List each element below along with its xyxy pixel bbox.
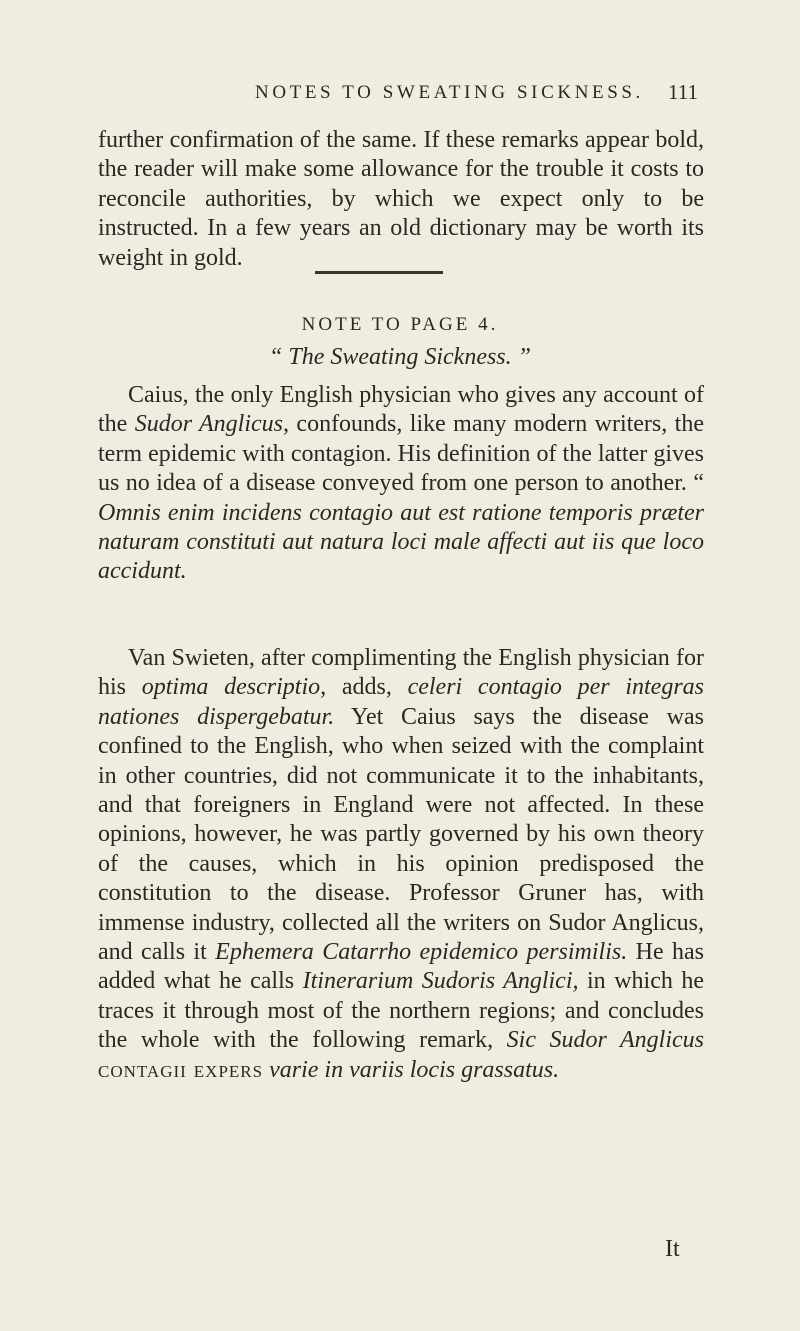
paragraph-continued [98, 126, 704, 273]
text-run: confounds, like many modern writers, the term epidemic with contagion. His definition of the latter gives us no idea of a disease conveyed from one person to another. “ [98, 411, 704, 497]
note-subtitle-text: “ The Sweating Sickness. ” [269, 344, 531, 370]
latin-quotation: Omnis enim incidens contagio aut est ratione temporis præter naturam constituti aut natura loci male affecti aut iis que loco accidunt. [98, 499, 704, 585]
text-run: Caius, the only English physician who gives any account of the [98, 382, 704, 438]
small-caps-run: contagii expers [98, 1056, 264, 1083]
paragraph-van-swieten [98, 644, 704, 1085]
text-run: in which he traces it through most of the northern regions; and concludes the whole with the following remark, [98, 968, 704, 1054]
text-run: Van Swieten, after complimenting the English physician for his [98, 645, 704, 701]
paragraph-caius [98, 381, 704, 587]
italic-run: varie in variis locis grassatus. [269, 1056, 560, 1083]
section-divider [315, 271, 443, 274]
italic-run: celeri contagio per integras nationes dispergebatur. [98, 674, 705, 730]
paragraph-text [98, 644, 704, 1085]
catchword: It [665, 1236, 680, 1262]
italic-run: Sic Sudor Anglicus [506, 1027, 705, 1054]
text-run: Yet Caius says the disease was confined to the English, who when seized with the complaint in other countries, did not communicate it to the inhabitants, and that foreigners in England were not affected. In these opinions, however, he was partly governed by his own theory of the causes, which in his opinion predisposed the constitution to the disease. Professor Gruner has, with immense industry, collected all the writers on Sudor Anglicus, and calls it [98, 703, 704, 966]
paragraph-text: further confirmation of the same. If these remarks appear bold, the reader will make some allowance for the trouble it costs to reconcile authorities, by which we expect only to be instructed. In a few years an old dictionary may be worth its weight in gold. [98, 127, 704, 271]
text-run: He has added what he calls [98, 939, 705, 995]
text-run: adds, [326, 674, 408, 701]
italic-run: optima descriptio, [141, 674, 327, 701]
italic-run: Ephemera Catarrho epidemico persimilis. [215, 939, 628, 966]
note-heading: NOTE TO PAGE 4. [301, 314, 499, 335]
running-head [0, 76, 800, 112]
note-subtitle [0, 344, 800, 371]
paragraph-text [98, 381, 704, 587]
page-number: 111 [668, 80, 698, 104]
italic-run: Itinerarium Sudoris Anglici, [302, 968, 579, 995]
running-head-title: NOTES TO SWEATING SICKNESS. [255, 82, 644, 103]
italic-run: Sudor Anglicus, [134, 411, 290, 438]
